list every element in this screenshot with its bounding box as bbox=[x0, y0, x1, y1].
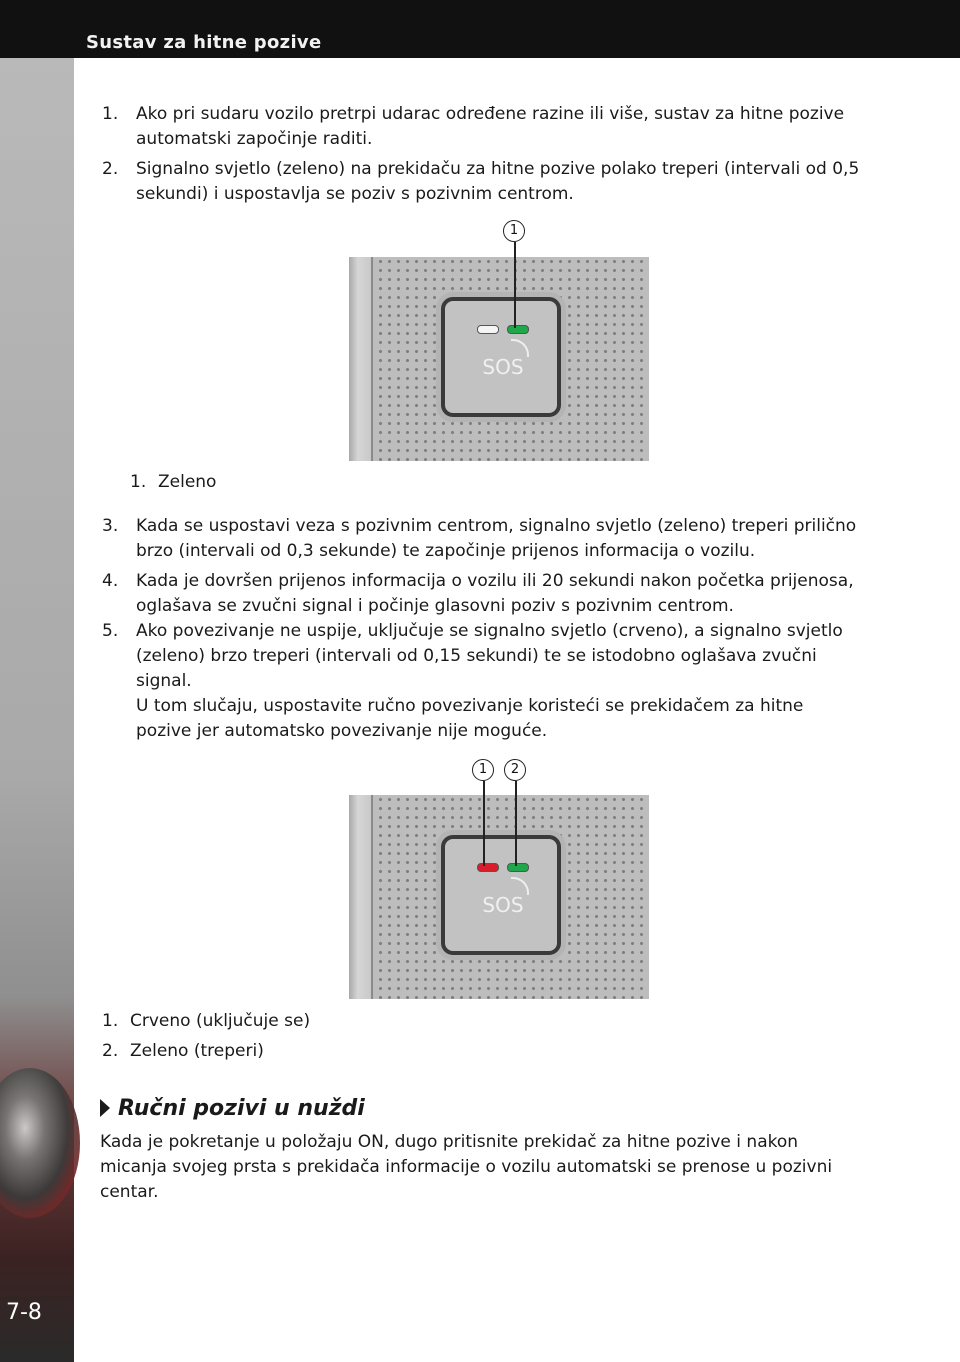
headlamp-image bbox=[0, 1068, 80, 1218]
caption-number: 1. bbox=[102, 1011, 119, 1031]
page-header bbox=[0, 0, 960, 58]
led-indicator-white bbox=[477, 325, 499, 334]
led-indicator-green bbox=[507, 863, 529, 872]
figure1-caption bbox=[130, 470, 216, 495]
page-number: 7-8 bbox=[6, 1300, 42, 1325]
caption-number: 1. bbox=[130, 472, 147, 492]
figure2-callout-2: 2 bbox=[504, 759, 526, 781]
figure2-leader-line-2 bbox=[515, 781, 517, 866]
step-number: 5. bbox=[102, 621, 119, 641]
sos-label: SOS bbox=[482, 893, 524, 917]
step-text: Ako pri sudaru vozilo pretrpi udarac određene razine ili više, sustav za hitne pozive automatski započinje raditi. bbox=[136, 104, 845, 149]
sidebar-decoration bbox=[0, 58, 74, 1362]
led-indicator-green bbox=[507, 325, 529, 334]
step-number: 1. bbox=[102, 104, 119, 124]
figure1-sos-switch-image bbox=[349, 257, 649, 461]
section-marker-icon bbox=[100, 1099, 110, 1117]
figure1-callout-1: 1 bbox=[503, 220, 525, 242]
caption-text: Zeleno (treperi) bbox=[130, 1041, 264, 1061]
figure2-caption-1 bbox=[102, 1009, 310, 1034]
led-indicator-red bbox=[477, 863, 499, 872]
step-text: Kada je dovršen prijenos informacija o vozilu ili 20 sekundi nakon početka prijenosa, oglašava se zvučni signal i počinje glasovni poziv s pozivnim centrom. bbox=[136, 571, 854, 616]
section-body: Kada je pokretanje u položaju ON, dugo pritisnite prekidač za hitne pozive i nakon micanja svojeg prsta s prekidača informacije o vozilu automatski se prenose u pozivni centar. bbox=[100, 1132, 833, 1202]
sos-label: SOS bbox=[482, 355, 524, 379]
step-text: Kada se uspostavi veza s pozivnim centrom, signalno svjetlo (zeleno) treperi prilično brzo (intervali od 0,3 sekunde) te započinje prijenos informacija o vozilu. bbox=[136, 516, 857, 561]
figure2-caption-2 bbox=[102, 1039, 264, 1064]
figure2-callout-1: 1 bbox=[472, 759, 494, 781]
figure1-leader-line-overlay bbox=[514, 257, 516, 328]
step-number: 2. bbox=[102, 159, 119, 179]
header-title: Sustav za hitne pozive bbox=[86, 32, 322, 53]
caption-text: Crveno (uključuje se) bbox=[130, 1011, 311, 1031]
figure1-sos-button bbox=[441, 297, 561, 417]
figure2-sos-switch-image bbox=[349, 795, 649, 999]
figure1-panel-edge bbox=[349, 257, 373, 461]
step-text bbox=[136, 619, 862, 744]
section-heading-text: Ručni pozivi u nuždi bbox=[118, 1096, 365, 1121]
caption-text: Zeleno bbox=[158, 472, 217, 492]
step-number: 4. bbox=[102, 571, 119, 591]
step-number: 3. bbox=[102, 516, 119, 536]
figure2-leader-line-1 bbox=[483, 781, 485, 866]
step-text-line1: Ako povezivanje ne uspije, uključuje se signalno svjetlo (crveno), a signalno svjetlo (zeleno) brzo treperi (intervali od 0,15 sekundi) te se istodobno oglašava zvučni signal. bbox=[136, 621, 843, 691]
step-text: Signalno svjetlo (zeleno) na prekidaču za hitne pozive polako treperi (intervali od 0,5 sekundi) i uspostavlja se poziv s pozivnim centrom. bbox=[136, 159, 860, 204]
figure2-panel-edge bbox=[349, 795, 373, 999]
step-text-line2: U tom slučaju, uspostavite ručno povezivanje koristeći se prekidačem za hitne pozive jer automatsko povezivanje nije moguće. bbox=[136, 696, 804, 741]
figure2-sos-button bbox=[441, 835, 561, 955]
caption-number: 2. bbox=[102, 1041, 119, 1061]
section-heading bbox=[100, 1096, 365, 1121]
